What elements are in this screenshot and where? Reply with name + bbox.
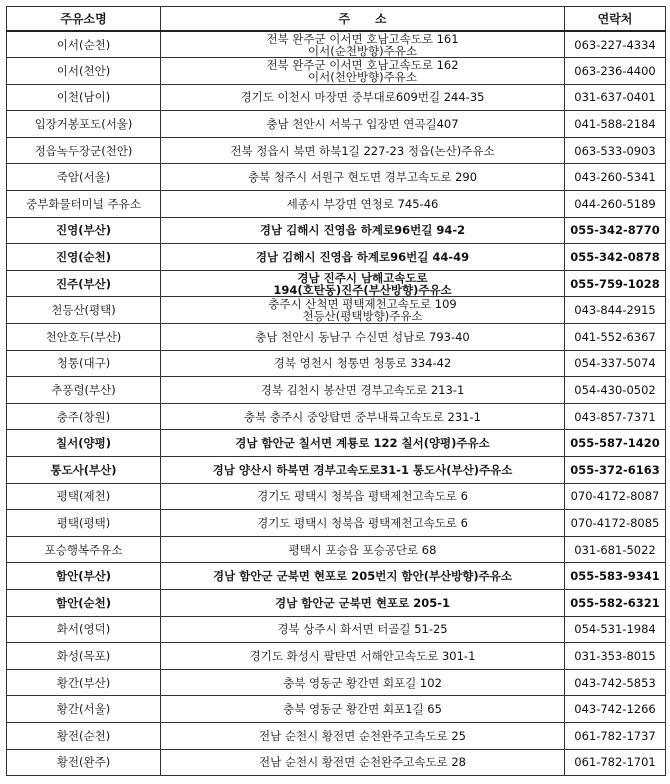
- station-address: [161, 669, 565, 696]
- table-row: [7, 58, 666, 85]
- station-name: 함안(부산): [7, 563, 161, 590]
- station-name: 천안호두(부산): [7, 324, 161, 351]
- station-phone: 054-430-0502: [565, 377, 666, 404]
- station-phone: 055-587-1420: [565, 430, 666, 457]
- address-line: 경기도 이천시 마장면 중부대로609번길 244-35: [240, 90, 485, 105]
- station-address: [161, 749, 565, 776]
- address-line: 충남 천안시 서북구 입장면 연곡길407: [266, 117, 459, 132]
- table-row: [7, 84, 666, 111]
- station-address: [161, 696, 565, 723]
- station-phone: 055-759-1028: [565, 270, 666, 297]
- station-phone: 054-337-5074: [565, 350, 666, 377]
- station-phone: 031-681-5022: [565, 536, 666, 563]
- station-name: 황전(순천): [7, 722, 161, 749]
- table-row: [7, 643, 666, 670]
- address-line: 경북 상주시 화서면 터골길 51-25: [277, 622, 448, 637]
- table-row: [7, 350, 666, 377]
- station-name: 평택(제천): [7, 483, 161, 510]
- station-address: [161, 84, 565, 111]
- gas-station-table: [6, 6, 666, 776]
- table-row: [7, 137, 666, 164]
- address-line: 경남 함안군 군북면 현포로 205-1: [275, 595, 450, 610]
- address-line: 이서(순천방향)주유소: [308, 43, 417, 58]
- station-phone: 070-4172-8087: [565, 483, 666, 510]
- station-name: 청통(대구): [7, 350, 161, 377]
- address-line: 세종시 부강면 연청로 745-46: [286, 196, 439, 211]
- station-address: [161, 111, 565, 138]
- station-phone: 043-742-1266: [565, 696, 666, 723]
- station-address: [161, 589, 565, 616]
- station-address: [161, 217, 565, 244]
- table-row: [7, 164, 666, 191]
- address-line: 충북 충주시 중앙탑면 중부내륙고속도로 231-1: [244, 409, 481, 424]
- station-name: 천등산(평택): [7, 297, 161, 324]
- address-line: 경기도 평택시 청북읍 평택제천고속도로 6: [257, 489, 468, 504]
- address-line: 경남 김해시 진영읍 하계로96번길 94-2: [259, 223, 466, 238]
- station-phone: 055-342-8770: [565, 217, 666, 244]
- station-name: 화성(목포): [7, 643, 161, 670]
- table-row: [7, 217, 666, 244]
- table-row: [7, 589, 666, 616]
- table-row: [7, 430, 666, 457]
- station-phone: 043-857-7371: [565, 403, 666, 430]
- address-line: 경남 양산시 하북면 경부고속도로31-1 통도사(부산)주유소: [212, 462, 513, 477]
- address-line: 전북 정읍시 북면 하북1길 227-23 정읍(논산)주유소: [230, 143, 495, 158]
- station-phone: 031-353-8015: [565, 643, 666, 670]
- address-line: 충북 영동군 황간면 회포1길 65: [283, 702, 442, 717]
- table-row: [7, 696, 666, 723]
- table-row: [7, 297, 666, 324]
- station-phone: 061-782-1737: [565, 722, 666, 749]
- station-address: [161, 297, 565, 324]
- table-row: [7, 722, 666, 749]
- table-header: [7, 7, 666, 32]
- station-address: [161, 457, 565, 484]
- station-address: [161, 191, 565, 218]
- table-row: [7, 377, 666, 404]
- table-row: [7, 111, 666, 138]
- table-row: [7, 749, 666, 776]
- station-name: 중부화물터미널 주유소: [7, 191, 161, 218]
- column-header-address: 주 소: [161, 7, 565, 32]
- address-line: 경남 진주시 남해고속도로: [297, 270, 428, 285]
- station-name: 진주(부산): [7, 270, 161, 297]
- station-name: 충주(창원): [7, 403, 161, 430]
- station-name: 평택(평택): [7, 510, 161, 537]
- station-address: [161, 58, 565, 85]
- table-row: [7, 244, 666, 271]
- address-line: 충남 천안시 동남구 수신면 성남로 793-40: [255, 329, 470, 344]
- station-address: [161, 536, 565, 563]
- station-address: [161, 350, 565, 377]
- address-line: 경남 함안군 칠서면 계룡로 122 칠서(양평)주유소: [235, 436, 490, 451]
- station-phone: 054-531-1984: [565, 616, 666, 643]
- station-name: 포승행복주유소: [7, 536, 161, 563]
- station-phone: 041-552-6367: [565, 324, 666, 351]
- station-name: 황전(완주): [7, 749, 161, 776]
- station-name: 화서(영덕): [7, 616, 161, 643]
- address-line: 전북 완주군 이서면 호남고속도로 161: [266, 31, 459, 46]
- address-line: 평택시 포승읍 포승공단로 68: [288, 542, 437, 557]
- station-address: [161, 563, 565, 590]
- table-row: [7, 563, 666, 590]
- column-header-phone: 연락처: [565, 7, 666, 32]
- table-row: [7, 403, 666, 430]
- station-phone: 061-782-1701: [565, 749, 666, 776]
- address-line: 충북 청주시 서원구 현도면 경부고속도로 290: [247, 170, 478, 185]
- table-row: [7, 483, 666, 510]
- address-line: 경기도 화성시 팔탄면 서해안고속도로 301-1: [249, 648, 476, 663]
- table-row: [7, 457, 666, 484]
- station-phone: 031-637-0401: [565, 84, 666, 111]
- station-address: [161, 616, 565, 643]
- station-address: [161, 137, 565, 164]
- station-address: [161, 270, 565, 297]
- station-phone: 043-844-2915: [565, 297, 666, 324]
- table-row: [7, 616, 666, 643]
- address-line: 천등산(평택방향)주유소: [302, 309, 423, 324]
- column-header-name: 주유소명: [7, 7, 161, 32]
- station-phone: 055-583-9341: [565, 563, 666, 590]
- table-row: [7, 669, 666, 696]
- station-name: 이서(순천): [7, 31, 161, 58]
- station-phone: 063-227-4334: [565, 31, 666, 58]
- station-address: [161, 483, 565, 510]
- table-row: [7, 270, 666, 297]
- address-line: 전북 완주군 이서면 호남고속도로 162: [266, 57, 459, 72]
- station-phone: 043-742-5853: [565, 669, 666, 696]
- station-phone: 063-236-4400: [565, 58, 666, 85]
- address-line: 경기도 평택시 청북읍 평택제천고속도로 6: [257, 515, 468, 530]
- address-line: 경남 함안군 군북면 현포로 205번지 함안(부산방향)주유소: [213, 569, 512, 584]
- header-row: [7, 7, 666, 32]
- table-body: [7, 31, 666, 776]
- station-phone: 043-260-5341: [565, 164, 666, 191]
- address-line: 전남 순천시 황전면 순천완주고속도로 25: [259, 728, 466, 743]
- station-name: 황간(서울): [7, 696, 161, 723]
- station-name: 함안(순천): [7, 589, 161, 616]
- station-name: 이천(남이): [7, 84, 161, 111]
- station-address: [161, 510, 565, 537]
- station-phone: 070-4172-8085: [565, 510, 666, 537]
- address-line: 충북 영동군 황간면 회포길 102: [283, 675, 442, 690]
- address-line: 경북 영천시 청통면 청통로 334-42: [273, 356, 452, 371]
- station-phone: 055-342-0878: [565, 244, 666, 271]
- station-address: [161, 430, 565, 457]
- station-name: 진영(순천): [7, 244, 161, 271]
- station-address: [161, 244, 565, 271]
- station-phone: 055-582-6321: [565, 589, 666, 616]
- station-address: [161, 164, 565, 191]
- station-phone: 055-372-6163: [565, 457, 666, 484]
- station-name: 황간(부산): [7, 669, 161, 696]
- station-address: [161, 403, 565, 430]
- station-name: 정읍녹두장군(천안): [7, 137, 161, 164]
- table-row: [7, 324, 666, 351]
- station-address: [161, 722, 565, 749]
- address-line: 경북 김천시 봉산면 경부고속도로 213-1: [260, 383, 465, 398]
- station-address: [161, 324, 565, 351]
- station-name: 죽암(서울): [7, 164, 161, 191]
- station-phone: 044-260-5189: [565, 191, 666, 218]
- station-name: 진영(부산): [7, 217, 161, 244]
- station-address: [161, 31, 565, 58]
- station-phone: 041-588-2184: [565, 111, 666, 138]
- station-name: 통도사(부산): [7, 457, 161, 484]
- address-line: 이서(천안방향)주유소: [308, 69, 417, 84]
- station-name: 입장거봉포도(서울): [7, 111, 161, 138]
- station-name: 추풍령(부산): [7, 377, 161, 404]
- address-line: 194(호탄동)진주(부산방향)주유소: [273, 282, 452, 297]
- address-line: 충주시 산척면 평택제천고속도로 109: [268, 297, 457, 312]
- station-name: 칠서(양평): [7, 430, 161, 457]
- address-line: 전남 순천시 황전면 순천완주고속도로 28: [259, 755, 466, 770]
- address-line: 경남 김해시 진영읍 하계로96번길 44-49: [255, 250, 470, 265]
- station-name: 이서(천안): [7, 58, 161, 85]
- table-row: [7, 510, 666, 537]
- table-row: [7, 31, 666, 58]
- station-address: [161, 377, 565, 404]
- station-phone: 063-533-0903: [565, 137, 666, 164]
- table-row: [7, 536, 666, 563]
- station-address: [161, 643, 565, 670]
- table-row: [7, 191, 666, 218]
